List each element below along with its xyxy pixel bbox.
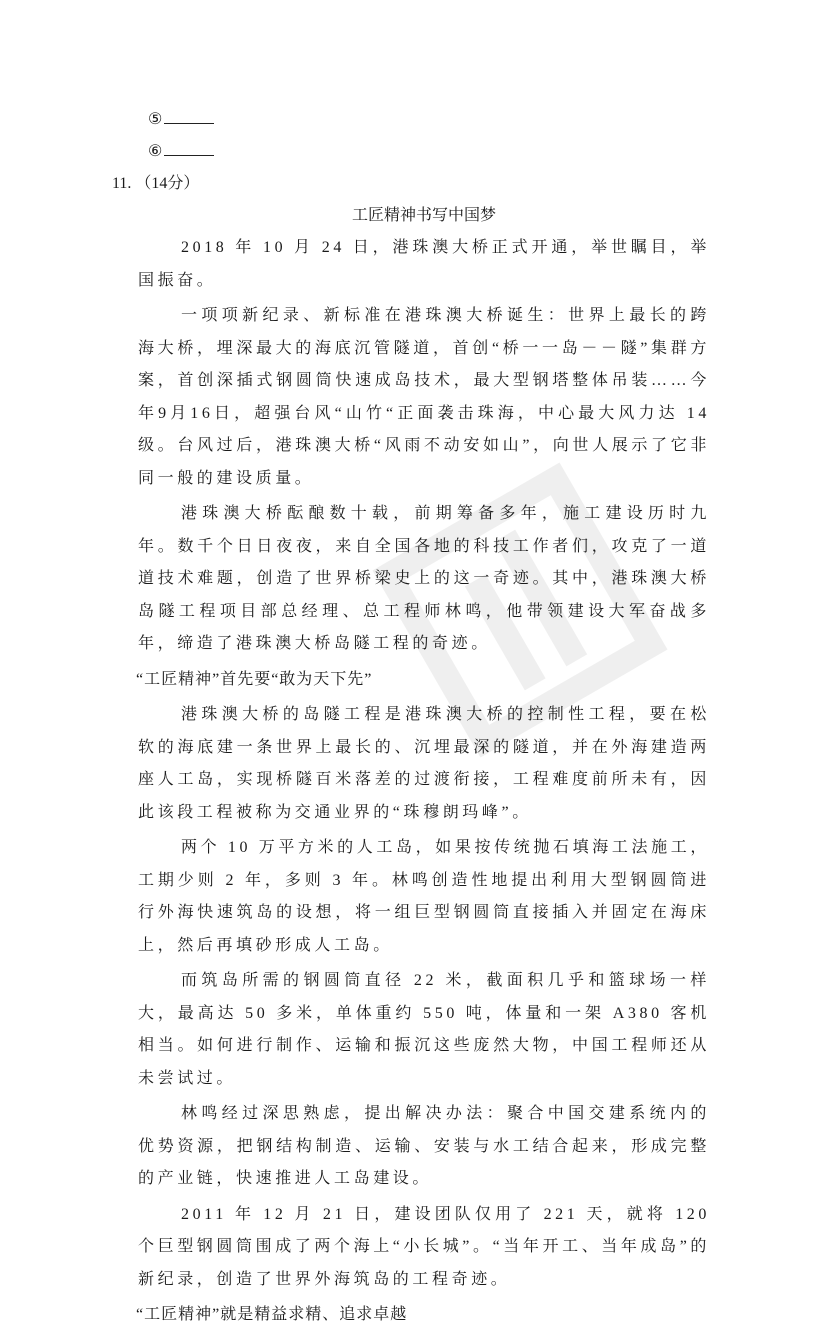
paragraph: 2018 年 10 月 24 日，港珠澳大桥正式开通，举世瞩目，举国振奋。	[138, 239, 710, 289]
question-header	[112, 168, 710, 200]
blank-label: ⑤	[148, 111, 163, 128]
paragraph: 港珠澳大桥酝酿数十载，前期筹备多年，施工建设历时九年。数千个日日夜夜，来自全国各地的科技工作者们，攻克了一道道技术难题，创造了世界桥梁史上的这一奇迹。其中，港珠澳大桥岛隧工程项目部总经理、总工程师林鸣，他带领建设大军奋战多年，缔造了港珠澳大桥岛隧工程的奇迹。	[138, 505, 710, 652]
paragraph: 林鸣经过深思熟虑，提出解决办法：聚合中国交建系统内的优势资源，把钢结构制造、运输、安装与水工结合起来，形成完整的产业链，快速推进人工岛建设。	[138, 1105, 710, 1187]
paragraph: 2011 年 12 月 21 日，建设团队仅用了 221 天，就将 120 个巨型钢圆筒围成了两个海上“小长城”。“当年开工、当年成岛”的新纪录，创造了世界外海筑岛的工程奇迹。	[138, 1205, 711, 1288]
blank-line	[164, 105, 214, 124]
article-title: 工匠精神书写中国梦	[351, 207, 496, 224]
blank-label: ⑥	[148, 143, 163, 160]
article-body	[138, 232, 710, 1332]
answer-blank-5[interactable]	[138, 104, 710, 136]
paragraph: 一项项新纪录、新标准在港珠澳大桥诞生：世界上最长的跨海大桥，埋深最大的海底沉管隧道，首创“桥一一岛－－隧”集群方案，首创深插式钢圆筒快速成岛技术，最大型钢塔整体吊装……今年9月16日，超强台风“山竹“正面袭击珠海，中心最大风力达 14 级。台风过后，港珠澳大桥“风雨不动安如山”，向世人展示了它非同一般的建设质量。	[138, 307, 710, 487]
paragraph: 港珠澳大桥的岛隧工程是港珠澳大桥的控制性工程，要在松软的海底建一条世界上最长的、沉埋最深的隧道，并在外海建造两座人工岛，实现桥隧百米落差的过渡衔接，工程难度前所未有，因此该段工程被称为交通业界的“珠穆朗玛峰”。	[138, 706, 710, 821]
paragraph: 两个 10 万平方米的人工岛，如果按传统抛石填海工法施工，工期少则 2 年，多则 3 年。林鸣创造性地提出利用大型钢圆筒进行外海快速筑岛的设想，将一组巨型钢圆筒直接插入并固定在海床上，然后再填砂形成人工岛。	[138, 839, 710, 954]
question-points: （14分）	[135, 175, 200, 192]
blank-line	[164, 137, 214, 156]
paragraph: 而筑岛所需的钢圆筒直径 22 米，截面积几乎和篮球场一样大，最高达 50 多米，单体重约 550 吨，体量和一架 A380 客机相当。如何进行制作、运输和振沉这些庞然大物，中国工程师还从未尝试过。	[138, 972, 710, 1087]
question-number: 11.	[112, 175, 132, 192]
section-heading: “工匠精神”就是精益求精、追求卓越	[136, 1306, 408, 1323]
document-page	[112, 104, 711, 1335]
answer-blank-6[interactable]	[138, 136, 710, 168]
section-heading: “工匠精神”首先要“敢为天下先”	[136, 670, 373, 688]
